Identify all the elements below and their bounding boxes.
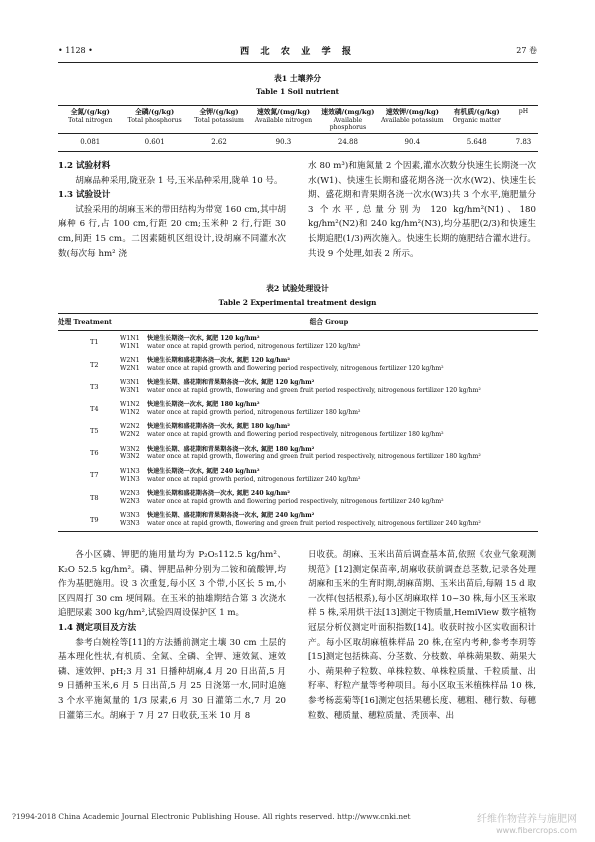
group-desc-zh: 快速生长期浇一次水, 氮肥 120 kg/hm² — [147, 334, 260, 342]
table-cell: 0.081 — [80, 137, 101, 146]
treatment-id: T4 — [90, 404, 99, 413]
header-label-en: Available potassium — [380, 116, 444, 124]
group-code: W2N3 — [120, 490, 140, 498]
table-cell: 2.62 — [211, 137, 227, 146]
table-row — [58, 487, 538, 509]
table-row — [58, 134, 538, 151]
header-label-en: Total nitrogen — [68, 116, 113, 124]
group-code: W1N3 — [120, 467, 140, 475]
group-desc-en: water once at rapid growth period, nitrogenous fertilizer 240 kg/hm² — [147, 475, 361, 483]
table-cell: 7.83 — [515, 137, 532, 146]
copyright-footer: ?1994-2018 China Academic Journal Electronic Publishing House. All rights reserved. http://www.cnki.net — [12, 812, 411, 821]
header-label-zh: 速效钾/(mg/kg) — [385, 108, 439, 116]
group-desc-en: water once at rapid growth, flowering and green fruit period respectively, nitrogenous fertilizer 240 kg/hm² — [147, 520, 481, 528]
group-code: W3N2 — [120, 445, 140, 453]
section-heading: 1.2 试验材料 — [58, 161, 111, 171]
table-row — [58, 465, 538, 487]
group-line-en — [120, 409, 538, 417]
group-code: W1N1 — [120, 334, 140, 342]
table-row — [58, 442, 538, 464]
group-line-zh — [120, 379, 538, 387]
group-code: W2N2 — [120, 423, 140, 431]
group-desc-zh: 快速生长期浇一次水, 氮肥 180 kg/hm² — [147, 401, 260, 409]
treatment-id: T2 — [90, 360, 99, 369]
group-line-zh — [120, 490, 538, 498]
header-group: 组合 Group — [309, 318, 349, 326]
table-row — [58, 420, 538, 442]
header-label-zh: 有机质/(g/kg) — [453, 108, 500, 116]
group-line-en — [120, 476, 538, 484]
group-line-en — [120, 365, 538, 373]
group-cell — [120, 379, 538, 395]
header-label-en: Available nitrogen — [254, 116, 313, 124]
header-treatment: 处理 Treatment — [58, 318, 112, 326]
paragraph: 胡麻品种采用,陇亚杂 1 号,玉米品种采用,陇单 10 号。 — [75, 175, 283, 186]
table-header-row — [58, 314, 538, 330]
journal-title: 西 北 农 业 学 报 — [239, 46, 356, 57]
group-cell — [120, 357, 538, 373]
group-line-en — [120, 520, 538, 528]
header-label-zh: 全氮/(g/kg) — [70, 108, 110, 116]
header-label-zh: 全钾/(g/kg) — [199, 108, 239, 116]
group-code: W1N2 — [120, 401, 140, 409]
right-column-upper — [308, 159, 536, 261]
header-label-en: Organic matter — [452, 116, 501, 124]
paragraph: 参考白婉栓等[11]的方法播前测定土壤 30 cm 土层的基本理化性状,有机质、全氮、全磷、全钾、速效氮、速效磷、速效钾、pH;3 月 31 日播种胡麻,4 月 20 日出苗,5 月 9 日播种玉米,6 月 5 日出苗,5 月 25 日浇第一水,同时追施 3 个水平施氮量的 1/3 尿素,6 月 30 日灌第二水,7 月 20 日灌第三水。胡麻于 7 月 27 日收获,玉米 10 月 8 — [58, 637, 286, 721]
treatment-id: T7 — [90, 471, 99, 480]
group-line-zh — [120, 335, 538, 343]
group-line-en — [120, 343, 538, 351]
left-column-lower — [58, 548, 286, 723]
group-desc-en: water once at rapid growth, flowering and green fruit period respectively, nitrogenous fertilizer 120 kg/hm² — [147, 386, 481, 394]
table-row — [58, 354, 538, 376]
group-cell — [120, 401, 538, 417]
page-number: • 1128 • — [58, 46, 93, 55]
group-line-zh — [120, 512, 538, 520]
volume-label: 27 卷 — [516, 46, 537, 55]
table-rule — [58, 531, 538, 532]
treatment-id: T8 — [90, 493, 99, 502]
group-line-zh — [120, 401, 538, 409]
group-line-en — [120, 431, 538, 439]
table-cell: 90.4 — [404, 137, 421, 146]
table-cell: 0.601 — [144, 137, 165, 146]
watermark-url: www.fibercrops.com — [496, 826, 577, 835]
treatment-id: T5 — [90, 427, 99, 436]
paragraph: 各小区磷、钾肥的施用量均为 P₂O₅112.5 kg/hm²、K₂O 52.5 kg/hm²。磷、钾肥品种分别为二铵和硫酸钾,均作为基肥施用。设 3 次重复,每小区 3 个带,小区长 5 m,小区四周打 30 cm 埂间隔。在玉米的抽雄期结合第 3 次浇水追肥尿素 300 kg/hm²,试验四周设保护区 1 m。 — [58, 550, 286, 619]
group-code: W3N2 — [120, 453, 140, 461]
group-desc-zh: 快速生长期、盛花期和青果期各浇一次水, 氮肥 240 kg/hm² — [147, 512, 315, 520]
header-label-zh: 速效氮/(mg/kg) — [256, 108, 311, 116]
group-line-zh — [120, 446, 538, 454]
group-code: W1N3 — [120, 475, 140, 483]
group-desc-en: water once at rapid growth period, nitrogenous fertilizer 120 kg/hm² — [147, 342, 361, 350]
section-heading: 1.3 试验设计 — [58, 190, 111, 201]
table-header-row — [58, 106, 538, 133]
group-code: W2N1 — [120, 364, 140, 372]
paragraph: 水 80 m³)和施氮量 2 个因素,灌水次数分快速生长期浇一次水(W1)、快速生长期和盛花期各浇一次水(W2)、快速生长期、盛花期和青果期各浇一次水(W3)共 3 个水平,施肥量分 3 个水平,总量分别为 120 kg/hm²(N1)、180 kg/hm²(N2)和 240 kg/hm²(N3),均分基肥(2/3)和快速生长期追肥(1/3)两次施入。快速生长期的施肥结合灌水进行。共设 9 个处理,如表 2 所示。 — [308, 161, 536, 259]
group-cell — [120, 423, 538, 439]
soil-nutrient-table — [58, 105, 538, 152]
group-line-en — [120, 498, 538, 506]
table-row — [58, 509, 538, 531]
group-cell — [120, 446, 538, 462]
group-desc-zh: 快速生长期、盛花期和青果期各浇一次水, 氮肥 120 kg/hm² — [147, 379, 315, 387]
group-cell — [120, 512, 538, 528]
table2-caption-zh: 表2 试验处理设计 — [266, 284, 329, 293]
group-desc-en: water once at rapid growth, flowering and green fruit period respectively, nitrogenous fertilizer 180 kg/hm² — [147, 453, 481, 461]
table-row — [58, 398, 538, 420]
paragraph: 试验采用的胡麻玉米的带田结构为带宽 160 cm,其中胡麻种 6 行,占 100 cm,行距 20 cm;玉米种 2 行,行距 30 cm,间距 15 cm。二因素随机区组设计,设胡麻不同灌水次数(每次每 hm² 浇 — [58, 204, 286, 259]
group-line-zh — [120, 423, 538, 431]
header-rule — [58, 62, 538, 63]
header-label-en: Available phosphorus — [329, 116, 367, 131]
group-line-zh — [120, 357, 538, 365]
watermark-text: 纤维作物营养与施肥网 — [477, 814, 577, 825]
table-cell: 90.3 — [275, 137, 292, 146]
group-cell — [120, 335, 538, 351]
group-code: W3N3 — [120, 512, 140, 520]
group-code: W3N1 — [120, 386, 140, 394]
right-column-lower — [308, 548, 536, 723]
treatment-id: T6 — [90, 449, 99, 458]
group-line-zh — [120, 468, 538, 476]
group-desc-zh: 快速生长期、盛花期和青果期各浇一次水, 氮肥 180 kg/hm² — [147, 445, 315, 453]
group-desc-zh: 快速生长期浇一次水, 氮肥 240 kg/hm² — [147, 467, 260, 475]
group-code: W3N1 — [120, 379, 140, 387]
section-heading: 1.4 测定项目及方法 — [58, 622, 137, 633]
table-row — [58, 331, 538, 353]
group-desc-en: water once at rapid growth and flowering period respectively, nitrogenous fertilizer 120 kg/hm² — [147, 364, 444, 372]
group-code: W1N1 — [120, 342, 140, 350]
group-desc-zh: 快速生长期和盛花期各浇一次水, 氮肥 120 kg/hm² — [147, 356, 290, 364]
table-header-cell — [316, 106, 380, 133]
group-code: W2N3 — [120, 497, 140, 505]
header-label-en: Total potassium — [194, 116, 244, 124]
group-cell — [120, 468, 538, 484]
group-code: W1N2 — [120, 409, 140, 417]
group-desc-zh: 快速生长期和盛花期各浇一次水, 氮肥 180 kg/hm² — [147, 423, 290, 431]
header-label-zh: 全磷/(g/kg) — [135, 108, 175, 116]
table-header-cell — [122, 106, 186, 133]
table-cell: 24.88 — [337, 137, 358, 146]
table2-caption-en: Table 2 Experimental treatment design — [218, 298, 377, 307]
group-code: W2N1 — [120, 356, 140, 364]
table-header-cell — [509, 106, 538, 133]
group-code: W3N3 — [120, 520, 140, 528]
header-label-en: Total phosphorus — [127, 116, 182, 124]
table-row — [58, 376, 538, 398]
treatment-id: T3 — [90, 382, 99, 391]
left-column-upper — [58, 159, 286, 261]
table-cell: 5.648 — [466, 137, 487, 146]
table-header-cell — [251, 106, 315, 133]
table1-caption-en: Table 1 Soil nutrient — [255, 87, 339, 96]
group-code: W2N2 — [120, 431, 140, 439]
group-line-en — [120, 453, 538, 461]
treatment-id: T1 — [90, 338, 99, 347]
table-header-cell — [380, 106, 444, 133]
table-header-cell — [187, 106, 251, 133]
table-body — [58, 331, 538, 531]
group-line-en — [120, 387, 538, 395]
group-desc-en: water once at rapid growth and flowering period respectively, nitrogenous fertilizer 240 kg/hm² — [147, 497, 444, 505]
treatment-design-table — [58, 313, 538, 532]
header-label-en: pH — [518, 108, 529, 115]
treatment-id: T9 — [90, 515, 99, 524]
table1-caption-zh: 表1 土壤养分 — [273, 74, 322, 83]
paragraph: 日收获。胡麻、玉米出苗后调查基本苗,依照《农业气象观测规范》[12]测定保苗率,胡麻收获前调查总茎数,记录各处理胡麻和玉米的生育时期,胡麻苗期、玉米出苗后,每隔 15 d 取一次样(包括根系),每小区胡麻取样 10~30 株,每小区玉米取样 5 株,采用烘干法[13]测定干物质量,HemiView 数字植物冠层分析仪测定叶面积指数[14]。收获时按小区实收面积计产。每小区取胡麻植株样品 20 株,在室内考种,参考李玥等[15]测定包括株高、分茎数、分枝数、单株蒴果数、蒴果大小、蒴果种子粒数、单株粒数、单株粒质量、千粒质量、出籽率、籽粒产量等考种项目。每小区取玉米植株样品 10 株,参考杨蕊菊等[16]测定包括果穗长度、穗粗、穗行数、每穗粒数、穗质量、穗粒质量、秃顶率、出 — [308, 550, 536, 721]
group-desc-en: water once at rapid growth and flowering period respectively, nitrogenous fertilizer 180 kg/hm² — [147, 431, 444, 439]
table-rule — [58, 151, 538, 152]
group-cell — [120, 490, 538, 506]
table-header-cell — [58, 106, 122, 133]
group-desc-zh: 快速生长期和盛花期各浇一次水, 氮肥 240 kg/hm² — [147, 490, 290, 498]
header-label-zh: 速效磷/(mg/kg) — [321, 108, 375, 116]
table-header-cell — [445, 106, 509, 133]
group-desc-en: water once at rapid growth period, nitrogenous fertilizer 180 kg/hm² — [147, 409, 361, 417]
